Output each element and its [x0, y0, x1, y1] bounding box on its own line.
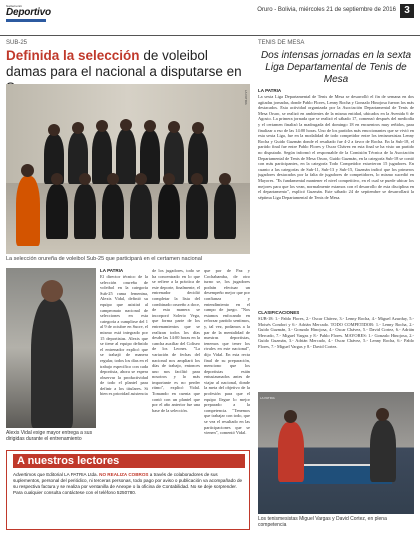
coach-photo — [6, 268, 96, 428]
issue-date: Oruro - Bolivia, miércoles 21 de septiembre de 2016 — [257, 7, 396, 13]
classifications-title: CLASIFICACIONES — [258, 310, 300, 315]
coach-figure — [31, 298, 73, 428]
player-head — [191, 173, 203, 185]
player-head — [135, 173, 147, 185]
player-head — [48, 124, 60, 136]
section-label-voleibol: SUB-25 — [6, 40, 28, 46]
player-figure — [116, 129, 136, 184]
player-head — [219, 173, 231, 185]
player-figure — [102, 184, 124, 239]
tenis-body-text: La sexta Liga Departamental de Tenis de Mesa se desarrolló el fin de semana en dos agitadas jornadas, donde Pablo Flores, Lenny Rocha y Gonzalo Hinojosa fueron los más destacados. Esta actividad organizada por la Asociación Departamental de Tenis de Mesa Oruro, se realizó en ambientes de la misma entidad, ubicados en la Avenida 6 de Agosto. La primera jornada que se realizó el sábado 17, comenzó después del mediodía y el certamen finalizó la madrugada del domingo 18 en encuentros muy reñidos, para finalizar a eso de las 14:00 horas. Uno de los partidos más emocionantes que se vivió en esta sexta Liga, fue en la modalidad de todo competidor entre los tenismesistas Lenny Rocha y Guido Guzmán donde el resultado fue 4-2 a favor de Rocha. En la Sub-18, el partido final fue entre Pablo Flores y Oscar Chávez en esta final se ha visto un partido no disputado. Según informó el responsable de la Comisión Técnica de la Asociación Departamental de Tenis de Mesa Oruro, Guido Guzmán, en la categoría Sub-18 se contó con más participantes, en la categoría Todo Competidor estuvieron 15 jugadores. En cuanto a las categorías de Sub-11, Sub-13 y Sub-15, Guzmán indicó que los primeros jugadores destacados por la falta de jugadores de competidores, lo mismo sucedió en Mayores. "Es fundamental mantener el nivel competitivo, en el cual se puede ubicar los mejores para que los vean, normalmente estamos con el desarrollo de esta disciplina en el departamento", explicó Guzmán. Este sábado 24 de septiembre se desarrollará la séptima Liga Departamental de Tenis de Mesa. — [258, 94, 414, 200]
notice-emphasis: NO REALIZA COBROS — [99, 472, 149, 477]
notice-rest: a través de colaboradores de sus suplementos, personal del periódico, ni terceras personas, todo pago por aviso o publicación va acompañado de su respectiva factura y se realiza por ventanilla de Anexpe o la oficina de Contabilidad. No se deje sorprender. Para cualquier consulta contáctese con el teléfono 5250780. — [13, 472, 243, 495]
brand-kicker: Suplemento — [6, 4, 23, 8]
coach-head — [41, 280, 63, 302]
player-figure — [16, 176, 40, 246]
player-figure — [278, 422, 304, 482]
article-kicker: LA PATRIA — [100, 268, 124, 273]
team-photo-caption: La selección orureña de voleibol Sub-25 que participará en el certamen nacional — [6, 256, 202, 262]
player-head — [168, 121, 180, 133]
team-photo — [6, 84, 250, 254]
headline-highlight: Definida la selección — [6, 48, 140, 63]
tenis-article-body — [258, 88, 414, 306]
article-body-1: El director técnico de la selección orureña de voleibol en la categoría Sub-25 rama femenina, Alexis Vidal, definió su equipo que asistirá al campeonato nacional de selecciones en esta categoría a cumplirse del 1 al 9 de octubre en Sucre, el mismo está integrado por 15 deportistas. Alexis que se tiene al equipo definido el entrenador explicó que se trabajó de manera regular, todos los días en el trabajo específico con cada deportista, ahora se espera observar la productividad de todo el plantel para definir a los titulares. Si bien es prioridad asistencia — [100, 274, 148, 397]
headline-tenis: Dos intensas jornadas en la sexta Liga Departamental de Tenis de Mesa — [260, 50, 412, 85]
brand-underline — [6, 19, 46, 22]
notice-title: A nuestros lectores — [13, 454, 245, 468]
player-head — [284, 410, 297, 423]
article-body-3: que por de Paz y Cochabamba, de otro turno se, los jugadores podrán efectuar un desempeño mejor que por confianza y entendimiento en el campo de juego. "Nos estamos enfocando en reforzar partido sentimos, y, tal vez, podamos a la par de la mentalidad de nuestras deportistas, tenemos que tener los rivales en este nacional", dijo Vidal. En esta recta final de su preparación, menciono que los deportistas están entusiasmados antes de viajar al nacional, donde la meta del objetivo de la profesión para que el equipo llegue lo mejor preparado a la competencia. "Tenemos que trabajar con todo, que se vea el resultado en las participaciones que se vienen", comentó Vidal. — [204, 268, 250, 436]
player-head — [72, 122, 84, 134]
player-head — [96, 120, 108, 132]
player-figure — [74, 184, 96, 239]
player-figure — [158, 184, 180, 239]
player-head — [376, 408, 389, 421]
player-head — [120, 119, 132, 131]
player-figure — [370, 420, 396, 482]
player-figure — [214, 184, 236, 239]
notice-box — [6, 450, 250, 530]
article-body-2: de los jugadores, todo se ha concentrado en lo que se refiere a la práctica de este deporte, finalmente, el entrenador decidió completar la lista del combinado orureño a doce, de esta manera se incorporó Solerio Vega, que forma parte de los entrenamientos que se realizan todos los días desde las 14:00 horas en la cancha auxiliar del Coliseo de los Leones. "La variación de fechas del nacional nos ampliará los días de trabajo, entonces uno nos facilitó para nosotros y lo más importante es no perder ritmo", explicó Vidal. Tomando en cuenta que contó con un plantel que por el año anterior fue una base de la selección. — [152, 268, 200, 413]
page-header — [0, 0, 420, 36]
player-head — [79, 173, 91, 185]
photo-credit: LA PATRIA — [244, 90, 248, 105]
tenis-kicker: LA PATRIA — [258, 88, 282, 93]
player-head — [107, 173, 119, 185]
tenis-classifications — [258, 310, 414, 388]
tennis-photo-caption: Los tenismesistas Miguel Vargas y David Cortez, en plena competencia — [258, 516, 387, 528]
player-head — [163, 173, 175, 185]
player-head — [51, 173, 63, 185]
player-head — [192, 122, 204, 134]
notice-body — [13, 472, 245, 496]
headline-rest: de voleibol damas para el nacional a disputarse en — [6, 48, 242, 79]
photo-credit: LA PATRIA — [260, 396, 275, 400]
player-figure — [130, 184, 152, 239]
player-figure — [186, 184, 208, 239]
article-column-1-text — [100, 268, 148, 446]
player-head — [21, 164, 34, 177]
player-figure — [46, 184, 68, 239]
player-head — [144, 120, 156, 132]
section-label-tenis: TENIS DE MESA — [258, 40, 305, 46]
brand-logo: Deportivo — [6, 7, 51, 18]
classifications-text: SUB-18: 1.- Pablo Flores, 2.- Oscar Chávez, 3.- Lenny Rocha, 4.- Miguel Azurduy, 5.- Moisés Condori y 6.- Adrián Mercado. TODO COMPETIDOR: 1.- Lenny Rocha, 2.- Guido Guzmán, 3.- Gonzalo Hinojosa, 4.- Oscar Chávez, 5.- David Cortez, 6.- Adrián Mercado, 7.- Miguel Vargas y 8.- Pablo Flores. MAYORES: 1.- Gonzalo Hinojosa, 2.- Guido Guzmán, 3.- Adrián Mercado, 4.- Oscar Chávez, 5.- Lenny Rocha, 6.- Pablo Flores, 7.- Miguel Vargas y 8.- David Cortez. — [258, 316, 414, 349]
notice-intro: Advertimos que Editorial LA PATRIA Ltda. — [13, 472, 100, 477]
coach-photo-caption: Alexis Vidal exige mayor entrega a sus dirigidas durante el entrenamiento — [6, 430, 93, 442]
article-column-2 — [152, 268, 200, 446]
tennis-photo — [258, 392, 414, 514]
page-number: 3 — [400, 4, 414, 18]
article-column-3 — [204, 268, 250, 446]
